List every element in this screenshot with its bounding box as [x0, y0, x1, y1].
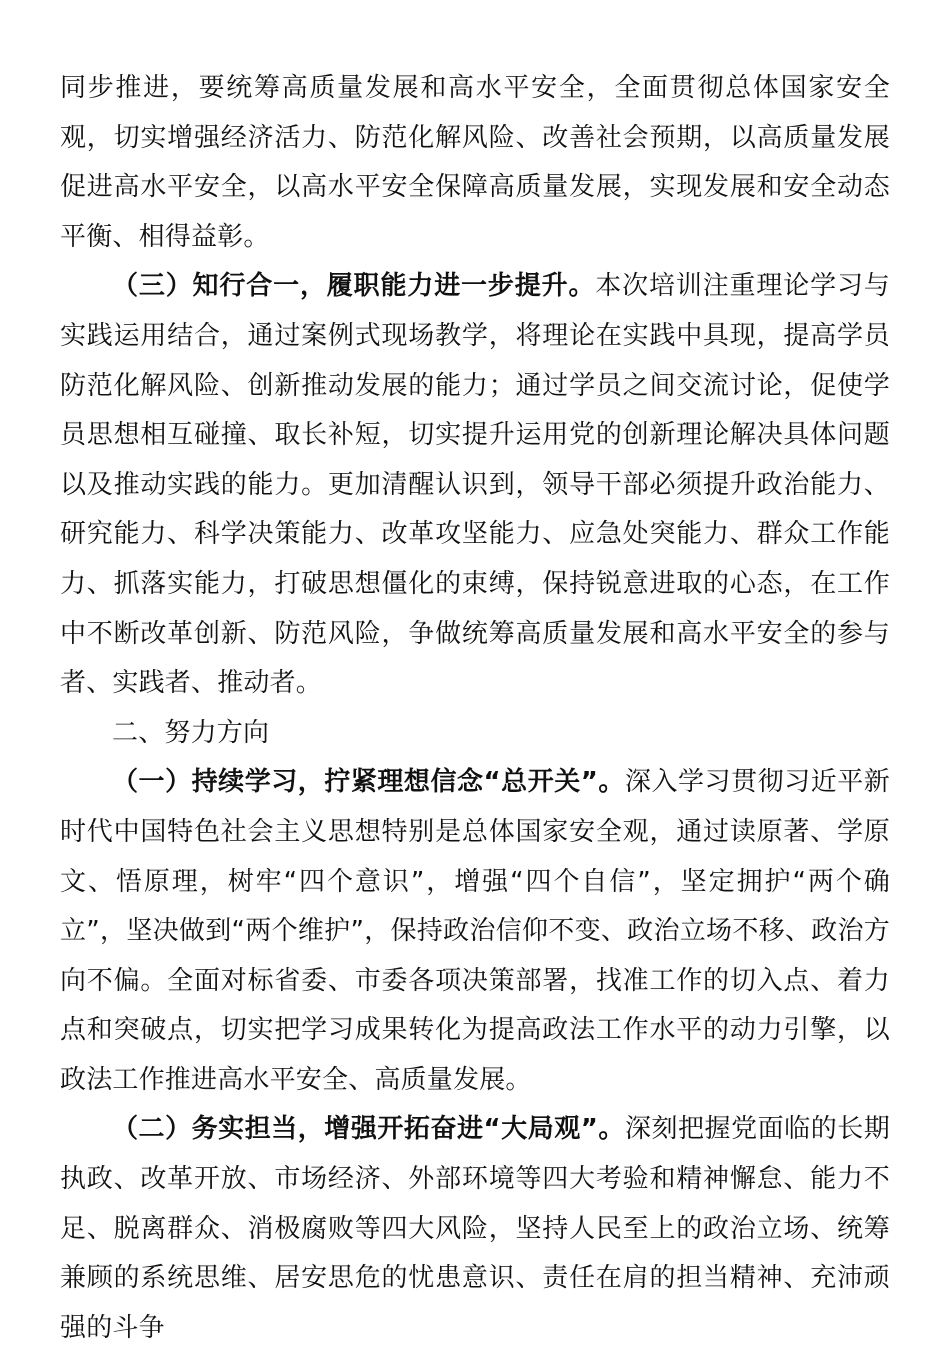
paragraph-capability [60, 262, 890, 708]
paragraph-heading: （一）持续学习，拧紧理想信念“总开关”。 [112, 767, 625, 798]
paragraph-text: 深刻把握党面临的长期执政、改革开放、市场经济、外部环境等四大考验和精神懈怠、能力不足、脱离群众、消极腐败等四大风险，坚持人民至上的政治立场、统筹兼顾的系统思维、居安思危的忧患意识、责任在肩的担当精神、充沛顽强的斗争 [60, 1114, 890, 1343]
paragraph-study [60, 758, 890, 1105]
paragraph-text: 本次培训注重理论学习与实践运用结合，通过案例式现场教学，将理论在实践中具现，提高学员防范化解风险、创新推动发展的能力；通过学员之间交流讨论，促使学员思想相互碰撞、取长补短，切实提升运用党的创新理论解决具体问题以及推动实践的能力。更加清醒认识到，领导干部必须提升政治能力、研究能力、科学决策能力、改革攻坚能力、应急处突能力、群众工作能力、抓落实能力，打破思想僵化的束缚，保持锐意进取的心态，在工作中不断改革创新、防范风险，争做统筹高质量发展和高水平安全的参与者、实践者、推动者。 [60, 271, 890, 699]
document-page [60, 64, 890, 1353]
paragraph-continued [60, 64, 890, 262]
paragraph-text: 深入学习贯彻习近平新时代中国特色社会主义思想特别是总体国家安全观，通过读原著、学原文、悟原理，树牢“四个意识”，增强“四个自信”，坚定拥护“两个确立”，坚决做到“两个维护”，保持政治信仰不变、政治立场不移、政治方向不偏。全面对标省委、市委各项决策部署，找准工作的切入点、着力点和突破点，切实把学习成果转化为提高政法工作水平的动力引擎，以政法工作推进高水平安全、高质量发展。 [60, 767, 890, 1095]
section-title [60, 709, 890, 759]
section-title-text: 二、努力方向 [112, 717, 270, 748]
paragraph-heading: （二）务实担当，增强开拓奋进“大局观”。 [112, 1114, 625, 1145]
paragraph-responsibility [60, 1105, 890, 1353]
paragraph-text: 同步推进，要统筹高质量发展和高水平安全，全面贯彻总体国家安全观，切实增强经济活力、防范化解风险、改善社会预期，以高质量发展促进高水平安全，以高水平安全保障高质量发展，实现发展和安全动态平衡、相得益彰。 [60, 73, 890, 252]
paragraph-heading: （三）知行合一，履职能力进一步提升。 [112, 271, 596, 302]
